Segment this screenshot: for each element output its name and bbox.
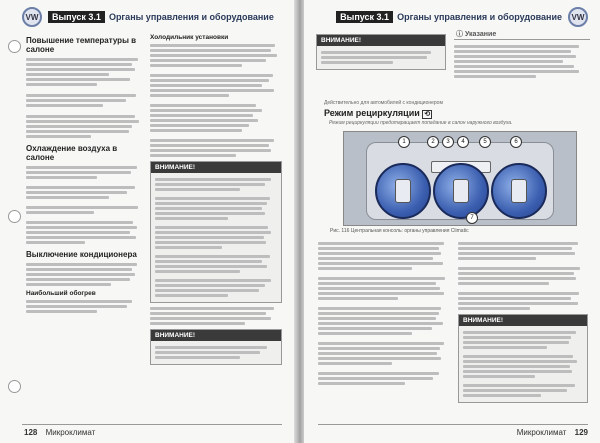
binder-hole (8, 380, 21, 393)
callout: 3 (442, 136, 454, 148)
section-heading: Выключение кондиционера (26, 250, 137, 259)
warning-box (150, 161, 282, 303)
warning-title: ВНИМАНИЕ! (151, 162, 281, 173)
top-warning-area (316, 30, 446, 74)
left-footer (24, 428, 95, 437)
sub-heading: Наибольший обогрев (26, 290, 96, 297)
section-title: Режим рециркуляции ⟲ (324, 108, 431, 118)
warning-box (150, 329, 282, 365)
footer-title: Микроклимат (516, 428, 567, 437)
footer-rule (22, 424, 282, 425)
warning-box (316, 34, 446, 70)
left-header (22, 8, 274, 26)
fan-knob-icon (433, 163, 489, 219)
right-page-body-left (318, 240, 452, 387)
climatic-control-figure (343, 131, 577, 226)
note-area (454, 30, 590, 80)
right-header (336, 8, 588, 26)
binder-hole (8, 40, 21, 53)
header-title: Органы управления и оборудование (108, 12, 274, 22)
air-distribution-knob-icon (491, 163, 547, 219)
figure-caption: Рис. 116 Центральная консоль: органы управления Climatic (330, 228, 469, 234)
chapter-label: Выпуск 3.1 (336, 11, 393, 23)
climate-control-panel (366, 142, 554, 220)
warning-title: ВНИМАНИЕ! (317, 35, 445, 46)
info-icon: ⓘ (456, 31, 465, 38)
callout: 6 (510, 136, 522, 148)
page-number: 128 (24, 428, 38, 437)
temperature-knob-icon (375, 163, 431, 219)
callout: 7 (466, 212, 478, 224)
right-page-body-right (458, 240, 588, 407)
section-heading: Повышение температуры в салоне (26, 36, 137, 54)
binder-hole (8, 210, 21, 223)
header-title: Органы управления и оборудование (397, 12, 562, 22)
page-number: 129 (574, 428, 588, 437)
callout: 5 (479, 136, 491, 148)
warning-title: ВНИМАНИЕ! (151, 330, 281, 341)
left-page (0, 0, 296, 443)
warning-box (458, 314, 588, 403)
callout: 1 (398, 136, 410, 148)
column-title: Холодильник установки (150, 34, 229, 41)
section-intro: Режим рециркуляции предотвращает попадание в салон наружного воздуха. (329, 120, 513, 126)
warning-title: ВНИМАНИЕ! (459, 315, 587, 326)
left-column (26, 30, 144, 315)
right-footer (517, 428, 588, 437)
note-title: ⓘ Указание (454, 30, 590, 40)
section-prefix: Действительно для автомобилей с кондиционером (324, 100, 443, 106)
section-heading: Охлаждение воздуха в салоне (26, 144, 118, 162)
callout: 2 (427, 136, 439, 148)
callout: 4 (457, 136, 469, 148)
left-page-right-column (150, 30, 282, 369)
footer-rule (318, 424, 588, 425)
footer-title: Микроклимат (45, 428, 96, 437)
vw-logo-icon: VW (22, 7, 42, 27)
chapter-label: Выпуск 3.1 (48, 11, 105, 23)
recirculation-icon: ⟲ (424, 111, 431, 118)
vw-logo-icon: VW (568, 7, 588, 27)
